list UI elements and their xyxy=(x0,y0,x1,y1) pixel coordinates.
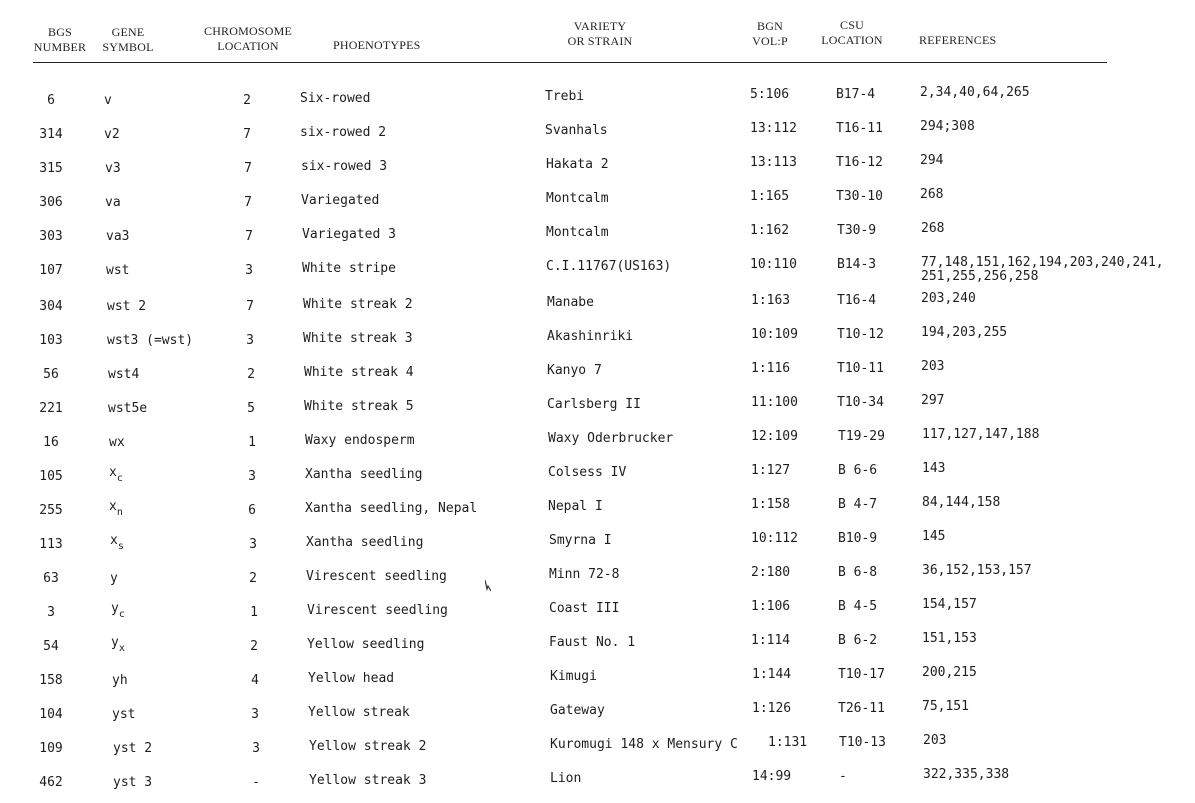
gene-symbol-subscript: x xyxy=(118,643,125,654)
header-bgs-line2: NUMBER xyxy=(33,40,87,54)
variety-or-strain: Smyrna I xyxy=(549,533,612,548)
gene-symbol-subscript: c xyxy=(116,473,123,484)
gene-symbol xyxy=(105,162,121,176)
gene-symbol-base: v2 xyxy=(104,127,120,142)
variety-or-strain: Kimugi xyxy=(550,669,597,684)
gene-symbol-subscript: s xyxy=(117,541,124,552)
bgs-number: 113 xyxy=(39,537,63,552)
chromosome-location: 7 xyxy=(244,161,252,176)
csu-location: B17-4 xyxy=(836,87,876,102)
gene-symbol-base: x xyxy=(109,499,117,514)
variety-or-strain: Kuromugi 148 x Mensury C xyxy=(550,737,738,752)
references: 77,148,151,162,194,203,240,241, 251,255,256,258 xyxy=(921,255,1164,284)
phenotype: Yellow seedling xyxy=(307,637,425,652)
header-chr-line2: LOCATION xyxy=(217,39,279,53)
phenotype: Yellow streak 3 xyxy=(309,773,427,788)
gene-symbol-base: yst xyxy=(112,707,136,722)
chromosome-location: - xyxy=(252,775,260,790)
csu-location: B 6-6 xyxy=(838,463,878,478)
bgn-vol-page: 14:99 xyxy=(752,769,792,784)
bgs-number: 54 xyxy=(43,639,59,654)
references: 294 xyxy=(920,153,944,168)
gene-symbol-base: y xyxy=(110,571,118,586)
header-bgn-line1: BGN xyxy=(757,19,783,33)
chromosome-location: 7 xyxy=(246,299,254,314)
gene-symbol-base: x xyxy=(109,465,117,480)
phenotype: Xantha seedling, Nepal xyxy=(305,501,478,516)
bgs-number: 315 xyxy=(39,161,63,176)
gene-symbol xyxy=(106,230,129,244)
gene-symbol xyxy=(107,300,146,314)
csu-location: T10-17 xyxy=(838,667,885,682)
phenotype: Xantha seedling xyxy=(306,535,424,550)
csu-location: T26-11 xyxy=(838,701,885,716)
phenotype: Yellow streak xyxy=(308,705,410,720)
variety-or-strain: Montcalm xyxy=(546,225,609,240)
gene-symbol-subscript: n xyxy=(116,507,123,518)
gene-symbol xyxy=(113,776,152,790)
bgs-number: 304 xyxy=(39,299,63,314)
bgn-vol-page: 1:144 xyxy=(752,667,792,682)
gene-symbol xyxy=(108,368,139,382)
csu-location: T10-34 xyxy=(837,395,884,410)
bgs-number: 107 xyxy=(39,263,63,278)
bgn-vol-page: 13:112 xyxy=(750,121,797,136)
variety-or-strain: Coast III xyxy=(549,601,620,616)
bgs-number: 462 xyxy=(39,775,63,790)
header-chr-line1: CHROMOSOME xyxy=(203,24,292,38)
chromosome-location: 3 xyxy=(248,469,256,484)
bgn-vol-page: 1:165 xyxy=(750,189,790,204)
phenotype: Virescent seedling xyxy=(306,569,447,584)
bgn-vol-page: 13:113 xyxy=(750,155,797,170)
bgs-number: 16 xyxy=(43,435,59,450)
header-variety-line2: OR STRAIN xyxy=(567,34,633,48)
references: 143 xyxy=(922,461,946,476)
chromosome-location: 3 xyxy=(249,537,257,552)
header-csu-line1: CSU xyxy=(840,18,864,32)
references: 268 xyxy=(921,221,945,236)
bgs-number: 63 xyxy=(43,571,59,586)
gene-symbol xyxy=(112,674,128,688)
bgn-vol-page: 5:106 xyxy=(750,87,790,102)
bgs-number: 103 xyxy=(39,333,63,348)
bgn-vol-page: 12:109 xyxy=(751,429,798,444)
bgs-number: 3 xyxy=(47,605,55,620)
bgn-vol-page: 10:109 xyxy=(751,327,798,342)
header-variety-line1: VARIETY xyxy=(573,19,627,33)
csu-location: B 4-5 xyxy=(838,599,878,614)
gene-symbol xyxy=(109,499,123,518)
phenotype: White stripe xyxy=(302,261,396,276)
phenotype: Variegated 3 xyxy=(302,227,396,242)
bgs-number: 56 xyxy=(43,367,59,382)
bgs-number: 158 xyxy=(39,673,63,688)
chromosome-location: 1 xyxy=(250,605,258,620)
references: 268 xyxy=(920,187,944,202)
gene-symbol-base: yst 3 xyxy=(113,775,153,790)
chromosome-location: 3 xyxy=(252,741,260,756)
references: 322,335,338 xyxy=(923,767,1010,782)
csu-location: T16-12 xyxy=(836,155,883,170)
gene-symbol xyxy=(109,465,123,484)
phenotype: Variegated xyxy=(301,193,380,208)
chromosome-location: 2 xyxy=(250,639,258,654)
csu-location: B 6-8 xyxy=(838,565,878,580)
gene-symbol xyxy=(112,708,135,722)
references: 203 xyxy=(923,733,947,748)
bgn-vol-page: 11:100 xyxy=(751,395,798,410)
bgn-vol-page: 1:131 xyxy=(768,735,808,750)
bgn-vol-page: 1:158 xyxy=(751,497,791,512)
csu-location: B 6-2 xyxy=(838,633,878,648)
csu-location: B10-9 xyxy=(838,531,878,546)
bgs-number: 303 xyxy=(39,229,63,244)
variety-or-strain: Kanyo 7 xyxy=(547,363,602,378)
chromosome-location: 1 xyxy=(248,435,256,450)
csu-location: B 4-7 xyxy=(838,497,878,512)
variety-or-strain: Svanhals xyxy=(545,123,608,138)
variety-or-strain: Manabe xyxy=(547,295,594,310)
header-gene-line1: GENE xyxy=(111,25,145,39)
chromosome-location: 7 xyxy=(243,127,251,142)
chromosome-location: 3 xyxy=(245,263,253,278)
gene-symbol xyxy=(104,128,120,142)
bgn-vol-page: 1:106 xyxy=(751,599,791,614)
gene-symbol xyxy=(109,436,125,450)
header-csu-line2: LOCATION xyxy=(821,33,883,47)
variety-or-strain: Montcalm xyxy=(546,191,609,206)
gene-symbol-base: v3 xyxy=(105,161,121,176)
references: 297 xyxy=(921,393,945,408)
chromosome-location: 7 xyxy=(244,195,252,210)
gene-symbol-base: x xyxy=(110,533,118,548)
gene-symbol xyxy=(111,601,125,620)
gene-symbol xyxy=(113,742,152,756)
chromosome-location: 5 xyxy=(247,401,255,416)
phenotype: Yellow head xyxy=(308,671,395,686)
gene-symbol-base: wst4 xyxy=(108,367,140,382)
csu-location: - xyxy=(839,769,847,784)
variety-or-strain: Lion xyxy=(550,771,582,786)
phenotype: Virescent seedling xyxy=(307,603,448,618)
phenotype: Six-rowed xyxy=(300,91,371,106)
phenotype: White streak 5 xyxy=(304,399,414,414)
bgs-number: 221 xyxy=(39,401,63,416)
gene-symbol xyxy=(108,402,147,416)
gene-symbol-base: yh xyxy=(112,673,128,688)
bgn-vol-page: 1:116 xyxy=(751,361,791,376)
references: 194,203,255 xyxy=(921,325,1008,340)
chromosome-location: 4 xyxy=(251,673,259,688)
phenotype: White streak 3 xyxy=(303,331,413,346)
variety-or-strain: Faust No. 1 xyxy=(549,635,636,650)
header-phenotypes-label: PHOENOTYPES xyxy=(333,38,421,52)
bgn-vol-page: 10:110 xyxy=(750,257,797,272)
references: 200,215 xyxy=(922,665,977,680)
bgs-number: 306 xyxy=(39,195,63,210)
chromosome-location: 6 xyxy=(248,503,256,518)
bgs-number: 6 xyxy=(47,93,55,108)
gene-symbol xyxy=(110,572,118,586)
bgn-vol-page: 1:126 xyxy=(752,701,792,716)
chromosome-location: 2 xyxy=(247,367,255,382)
phenotype: six-rowed 2 xyxy=(300,125,387,140)
bgn-vol-page: 1:127 xyxy=(751,463,791,478)
phenotype: Xantha seedling xyxy=(305,467,423,482)
bgs-number: 109 xyxy=(39,741,63,756)
variety-or-strain: Waxy Oderbrucker xyxy=(548,431,674,446)
references: 2,34,40,64,265 xyxy=(920,85,1030,100)
csu-location: T30-10 xyxy=(836,189,883,204)
bgs-number: 104 xyxy=(39,707,63,722)
gene-symbol xyxy=(104,94,112,108)
variety-or-strain: Minn 72-8 xyxy=(549,567,620,582)
variety-or-strain: Trebi xyxy=(545,89,585,104)
references: 154,157 xyxy=(922,597,977,612)
gene-symbol-base: wst5e xyxy=(108,401,148,416)
gene-symbol xyxy=(107,334,193,348)
gene-symbol-base: v xyxy=(104,93,112,108)
gene-symbol-base: yst 2 xyxy=(113,741,153,756)
bgn-vol-page: 2:180 xyxy=(751,565,791,580)
header-references-label: REFERENCES xyxy=(919,33,997,47)
gene-symbol-base: va3 xyxy=(106,229,130,244)
gene-symbol-base: wx xyxy=(109,435,125,450)
gene-symbol xyxy=(111,635,125,654)
references: 145 xyxy=(922,529,946,544)
csu-location: T16-4 xyxy=(837,293,877,308)
variety-or-strain: C.I.11767(US163) xyxy=(546,259,672,274)
csu-location: T10-11 xyxy=(837,361,884,376)
references: 36,152,153,157 xyxy=(922,563,1032,578)
variety-or-strain: Gateway xyxy=(550,703,605,718)
references: 84,144,158 xyxy=(922,495,1001,510)
variety-or-strain: Akashinriki xyxy=(547,329,634,344)
variety-or-strain: Carlsberg II xyxy=(547,397,641,412)
bgn-vol-page: 1:114 xyxy=(751,633,791,648)
csu-location: T30-9 xyxy=(837,223,877,238)
references: 75,151 xyxy=(922,699,969,714)
gene-symbol xyxy=(105,196,121,210)
gene-symbol xyxy=(110,533,124,552)
csu-location: B14-3 xyxy=(837,257,877,272)
chromosome-location: 7 xyxy=(245,229,253,244)
chromosome-location: 2 xyxy=(249,571,257,586)
csu-location: T10-12 xyxy=(837,327,884,342)
phenotype: Yellow streak 2 xyxy=(309,739,427,754)
bgs-number: 314 xyxy=(39,127,63,142)
references: 203,240 xyxy=(921,291,976,306)
gene-symbol-base: va xyxy=(105,195,121,210)
phenotype: six-rowed 3 xyxy=(301,159,388,174)
gene-symbol-base: wst 2 xyxy=(107,299,147,314)
gene-symbol xyxy=(106,264,129,278)
gene-symbol-base: wst xyxy=(106,263,130,278)
chromosome-location: 2 xyxy=(243,93,251,108)
csu-location: T19-29 xyxy=(838,429,885,444)
gene-symbol-base: y xyxy=(111,635,119,650)
header-gene-line2: SYMBOL xyxy=(102,40,154,54)
bgs-number: 105 xyxy=(39,469,63,484)
chromosome-location: 3 xyxy=(246,333,254,348)
phenotype: Waxy endosperm xyxy=(305,433,415,448)
variety-or-strain: Hakata 2 xyxy=(546,157,609,172)
variety-or-strain: Colsess IV xyxy=(548,465,627,480)
bgn-vol-page: 1:162 xyxy=(750,223,790,238)
references: 203 xyxy=(921,359,945,374)
references: 151,153 xyxy=(922,631,977,646)
variety-or-strain: Nepal I xyxy=(548,499,603,514)
cursor-mark xyxy=(485,580,491,592)
references: 294;308 xyxy=(920,119,975,134)
bgn-vol-page: 1:163 xyxy=(751,293,791,308)
phenotype: White streak 4 xyxy=(304,365,414,380)
header-bgs-line1: BGS xyxy=(48,25,72,39)
gene-symbol-subscript: c xyxy=(118,609,125,620)
header-bgn-line2: VOL:P xyxy=(752,34,788,48)
phenotype: White streak 2 xyxy=(303,297,413,312)
csu-location: T10-13 xyxy=(839,735,886,750)
references: 117,127,147,188 xyxy=(922,427,1040,442)
bgs-number: 255 xyxy=(39,503,63,518)
gene-symbol-base: y xyxy=(111,601,119,616)
bgn-vol-page: 10:112 xyxy=(751,531,798,546)
chromosome-location: 3 xyxy=(251,707,259,722)
csu-location: T16-11 xyxy=(836,121,883,136)
gene-symbol-base: wst3 (=wst) xyxy=(107,333,194,348)
